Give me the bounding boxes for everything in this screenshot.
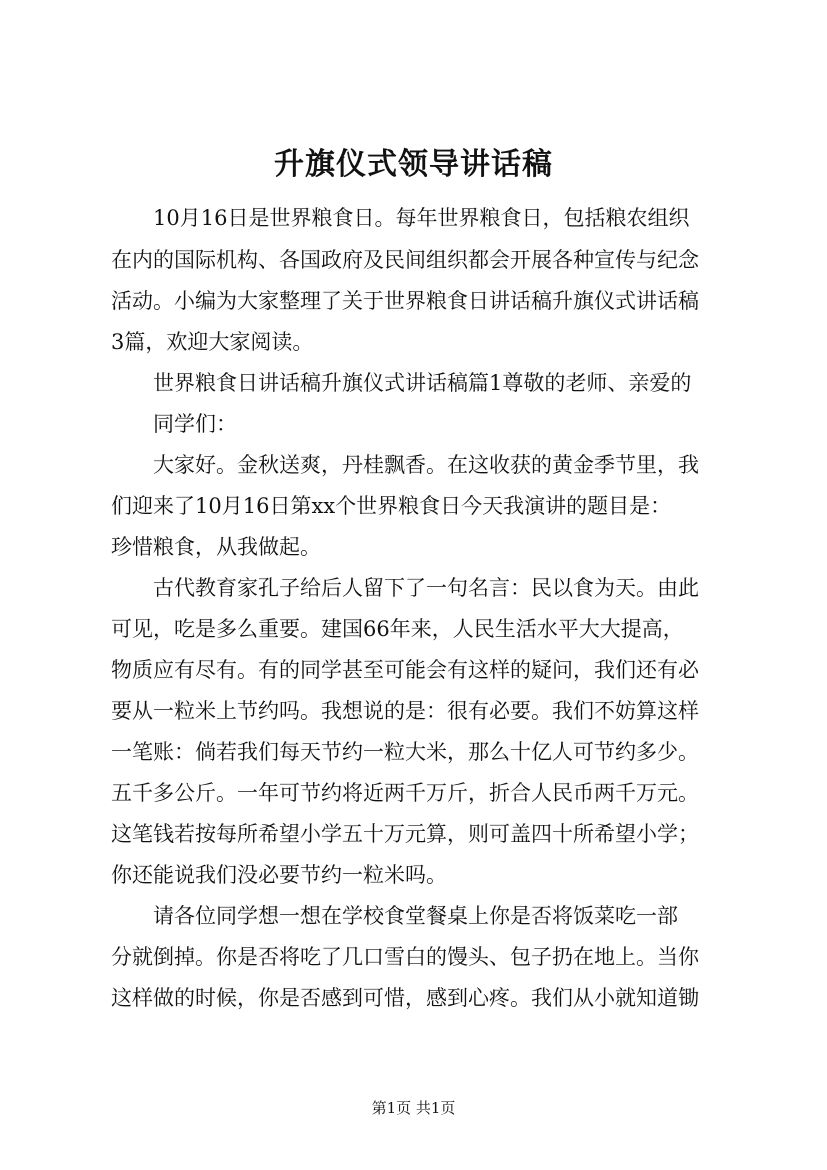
paragraph-line: 可见，吃是多么重要。建国66年来，人民生活水平大大提高， xyxy=(111,617,684,641)
paragraph-line: 一笔账：倘若我们每天节约一粒大米，那么十亿人可节约多少。 xyxy=(111,740,699,764)
paragraph-line: 这样做的时候，你是否感到可惜，感到心疼。我们从小就知道锄 xyxy=(111,986,699,1010)
paragraph-line: 同学们： xyxy=(153,412,237,436)
paragraph-line: 五千多公斤。一年可节约将近两千万斤，折合人民币两千万元。 xyxy=(111,781,699,805)
paragraph-line: 要从一粒米上节约吗。我想说的是：很有必要。我们不妨算这样 xyxy=(111,699,699,723)
paragraph-line: 3篇，欢迎大家阅读。 xyxy=(111,330,314,354)
paragraph-line: 们迎来了10月16日第xx个世界粮食日今天我演讲的题目是： xyxy=(111,494,672,518)
paragraph-line: 请各位同学想一想在学校食堂餐桌上你是否将饭菜吃一部 xyxy=(153,904,678,928)
paragraph-line: 分就倒掉。你是否将吃了几口雪白的馒头、包子扔在地上。当你 xyxy=(111,945,699,969)
paragraph-line: 大家好。金秋送爽，丹桂飘香。在这收获的黄金季节里，我 xyxy=(153,453,699,477)
paragraph-line: 古代教育家孔子给后人留下了一句名言：民以食为天。由此 xyxy=(153,576,699,600)
page-title: 升旗仪式领导讲话稿 xyxy=(274,147,553,182)
paragraph-line: 你还能说我们没必要节约一粒米吗。 xyxy=(111,863,447,887)
paragraph-line: 珍惜粮食，从我做起。 xyxy=(111,535,321,559)
paragraph-line: 在内的国际机构、各国政府及民间组织都会开展各种宣传与纪念 xyxy=(111,248,699,272)
paragraph-line: 这笔钱若按每所希望小学五十万元算，则可盖四十所希望小学； xyxy=(111,822,699,846)
page-number-footer: 第1页 共1页 xyxy=(371,1099,456,1117)
paragraph-line: 物质应有尽有。有的同学甚至可能会有这样的疑问，我们还有必 xyxy=(111,658,699,682)
paragraph-line: 活动。小编为大家整理了关于世界粮食日讲话稿升旗仪式讲话稿 xyxy=(111,289,699,313)
paragraph-line: 10月16日是世界粮食日。每年世界粮食日，包括粮农组织 xyxy=(153,206,690,230)
paragraph-line: 世界粮食日讲话稿升旗仪式讲话稿篇1尊敬的老师、亲爱的 xyxy=(153,371,692,395)
